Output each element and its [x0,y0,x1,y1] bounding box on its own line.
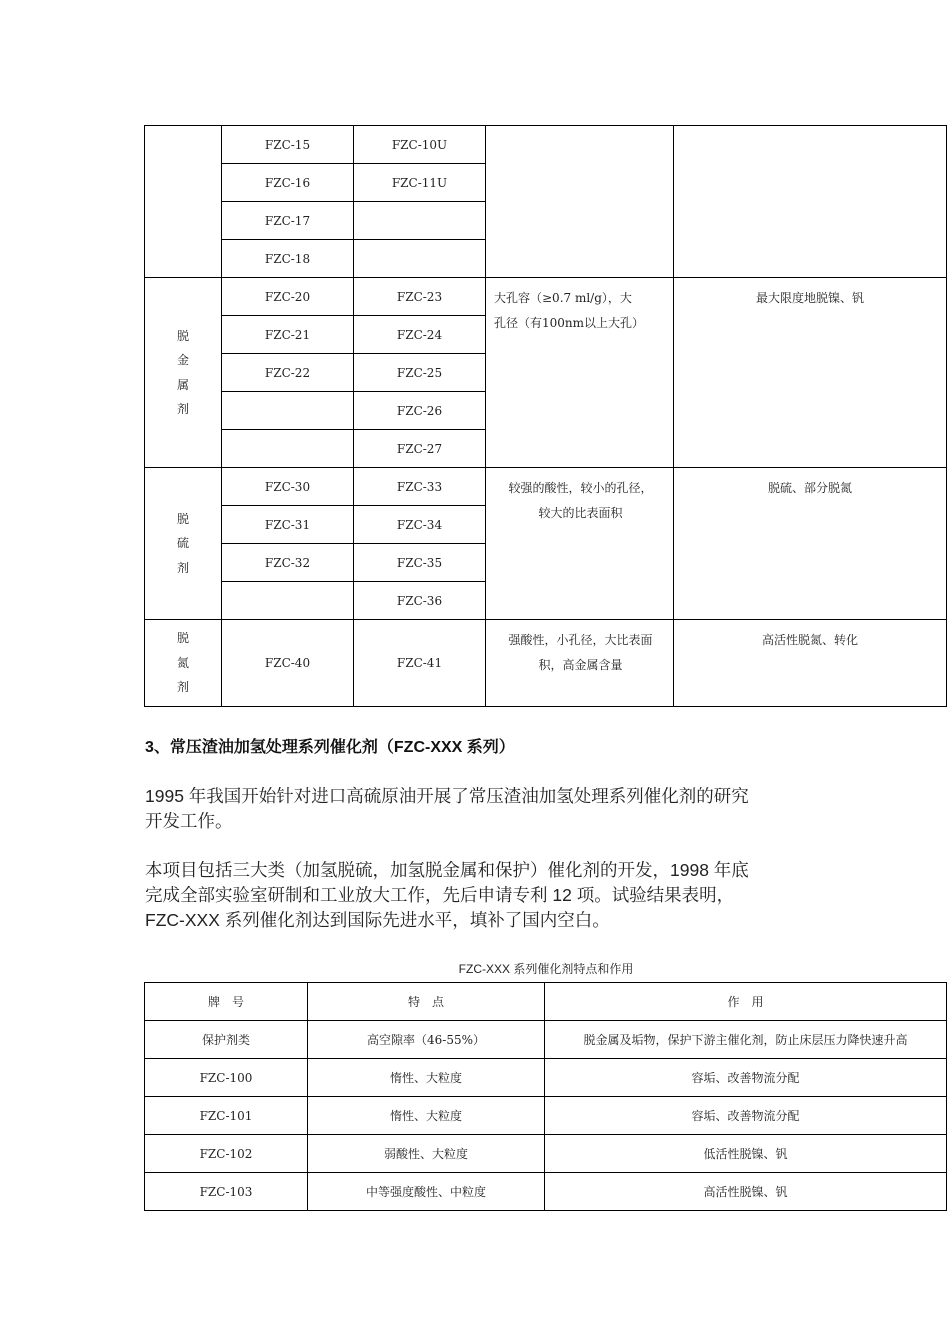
table-cell: 保护剂类 [145,1021,308,1059]
catalyst-code: FZC-23 [354,278,486,316]
table-cell: 惰性、大粒度 [308,1097,545,1135]
use-cell: 脱硫、部分脱氮 [674,468,947,620]
table-cell: FZC-102 [145,1135,308,1173]
catalyst-code: FZC-35 [354,544,486,582]
features-cell: 较强的酸性，较小的孔径， 较大的比表面积 [486,468,674,620]
table-cell: 容垢、改善物流分配 [545,1097,947,1135]
table-row [145,620,947,707]
table-row [145,1059,947,1097]
catalyst-code: FZC-31 [222,506,354,544]
catalyst-code: FZC-33 [354,468,486,506]
catalyst-code: FZC-30 [222,468,354,506]
table-cell: 低活性脱镍、钒 [545,1135,947,1173]
catalyst-code: FZC-40 [222,620,354,707]
table-cell: 脱金属及垢物，保护下游主催化剂，防止床层压力降快速升高 [545,1021,947,1059]
catalyst-code: FZC-17 [222,202,354,240]
catalyst-code [222,430,354,468]
table-cell: 中等强度酸性、中粒度 [308,1173,545,1211]
column-header: 作 用 [545,983,947,1021]
fzc-xxx-table [144,982,947,1211]
catalyst-series-table [144,125,947,707]
catalyst-code: FZC-24 [354,316,486,354]
catalyst-code: FZC-20 [222,278,354,316]
catalyst-code: FZC-27 [354,430,486,468]
category-denitro: 脱 氮 剂 [145,620,222,707]
catalyst-code: FZC-41 [354,620,486,707]
catalyst-code: FZC-15 [222,126,354,164]
catalyst-code: FZC-11U [354,164,486,202]
column-header: 特 点 [308,983,545,1021]
table-caption: FZC-XXX 系列催化剂特点和作用 [458,962,634,976]
features-cell [486,126,674,278]
use-cell [674,126,947,278]
table-row [145,1173,947,1211]
table-row [145,1097,947,1135]
table-cell: 容垢、改善物流分配 [545,1059,947,1097]
catalyst-code: FZC-10U [354,126,486,164]
table-row [145,468,947,506]
catalyst-code [222,582,354,620]
catalyst-code: FZC-34 [354,506,486,544]
catalyst-code: FZC-32 [222,544,354,582]
table-cell: 惰性、大粒度 [308,1059,545,1097]
catalyst-code [354,202,486,240]
table-row [145,1021,947,1059]
catalyst-code [222,392,354,430]
table-row [145,1135,947,1173]
features-cell: 大孔容（≥0.7 ml/g），大 孔径（有100nm以上大孔） [486,278,674,468]
table-cell: FZC-101 [145,1097,308,1135]
paragraph: 1995 年我国开始针对进口高硫原油开展了常压渣油加氢处理系列催化剂的研究 开发工作。 [145,786,749,831]
catalyst-code: FZC-36 [354,582,486,620]
catalyst-code: FZC-16 [222,164,354,202]
paragraph: 本项目包括三大类（加氢脱硫，加氢脱金属和保护）催化剂的开发，1998 年底 完成全部实验室研制和工业放大工作，先后申请专利 12 项。试验结果表明， FZC-XXX 系列催化剂达到国际先进水平，填补了国内空白。 [145,860,749,930]
table-cell: 高活性脱镍、钒 [545,1173,947,1211]
catalyst-code: FZC-25 [354,354,486,392]
category-cell [145,126,222,278]
catalyst-code [354,240,486,278]
use-cell: 最大限度地脱镍、钒 [674,278,947,468]
table-cell: FZC-103 [145,1173,308,1211]
table-cell: 高空隙率（46-55%） [308,1021,545,1059]
category-demetal: 脱 金 属 剂 [145,278,222,468]
table-cell: FZC-100 [145,1059,308,1097]
table-cell: 弱酸性、大粒度 [308,1135,545,1173]
category-desulfur: 脱 硫 剂 [145,468,222,620]
section-heading: 3、常压渣油加氢处理系列催化剂（FZC-XXX 系列） [145,739,515,756]
column-header: 牌 号 [145,983,308,1021]
catalyst-code: FZC-22 [222,354,354,392]
catalyst-code: FZC-18 [222,240,354,278]
table-row [145,126,947,164]
catalyst-code: FZC-26 [354,392,486,430]
table-row [145,278,947,316]
catalyst-code: FZC-21 [222,316,354,354]
table-header-row [145,983,947,1021]
features-cell: 强酸性，小孔径，大比表面 积，高金属含量 [486,620,674,707]
use-cell: 高活性脱氮、转化 [674,620,947,707]
